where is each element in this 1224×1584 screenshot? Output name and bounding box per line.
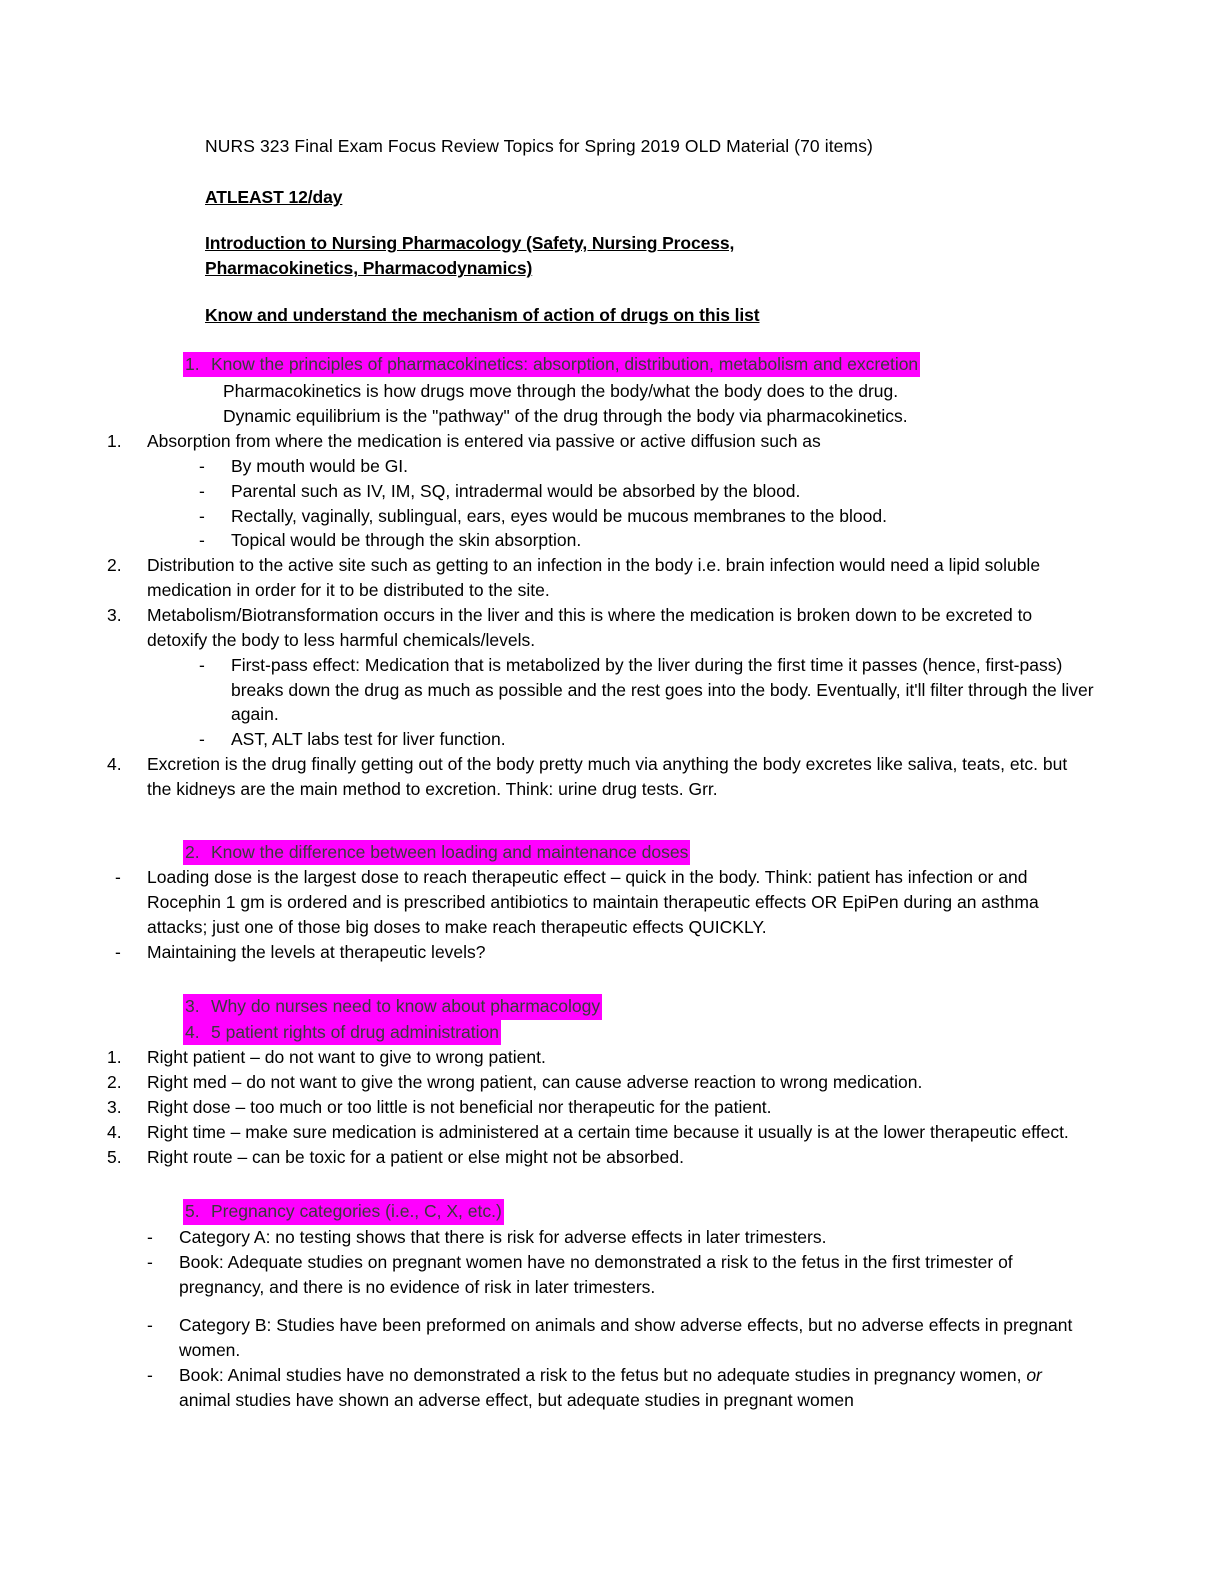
list-marker: 1. [107,431,122,452]
item-1-title: Know the principles of pharmacokinetics: absorption, distribution, metabolism and excretion [211,354,919,374]
list-marker: - [199,480,205,501]
list-marker: - [147,1226,153,1247]
spacer [95,802,1095,840]
item-4-rights-list [95,1045,1095,1169]
item-2-number: 2. [185,841,200,862]
list-item [95,1120,1095,1145]
highlight-item-2 [183,840,1095,865]
list-item [95,1225,1095,1250]
spacer [95,964,1095,994]
list-text: Excretion is the drug finally getting out of the body pretty much via anything the body excretes like saliva, teats, etc. but the kidneys are the main method to excretion. Think: urine drug tests. Grr. [147,754,1068,799]
list-item [95,429,1095,553]
highlight-item-5-text [183,1199,504,1224]
list-text: Parental such as IV, IM, SQ, intradermal would be absorbed by the blood. [231,480,801,501]
list-marker: - [199,455,205,476]
list-item [95,1095,1095,1120]
list-item [147,504,1095,529]
list-text: Right route – can be toxic for a patient or else might not be absorbed. [147,1146,684,1167]
item-1-point-list [95,429,1095,802]
list-text: First-pass effect: Medication that is metabolized by the liver during the first time it passes (hence, first-pass) breaks down the drug as much as possible and the rest goes into the body. Eventually, it'll filter through the liver again. [231,654,1094,725]
list-marker: 4. [107,1121,122,1142]
list-marker: - [147,1251,153,1272]
list-item [147,528,1095,553]
list-item [147,653,1095,728]
highlight-item-3-text [183,994,602,1019]
spacer [95,1299,1095,1313]
list-text: Right patient – do not want to give to wrong patient. [147,1047,546,1068]
list-marker: 3. [107,604,122,625]
list-marker: 2. [107,1072,122,1093]
list-text: AST, ALT labs test for liver function. [231,729,506,750]
highlight-item-1-text [183,352,920,377]
item-5-number: 5. [185,1201,200,1222]
item-1-point-1-sublist [147,454,1095,553]
item-1-intro-line2: Dynamic equilibrium is the "pathway" of the drug through the body via pharmacokinetics. [223,406,908,427]
list-marker: 1. [107,1047,122,1068]
list-item [95,940,1095,965]
list-marker: 3. [107,1096,122,1117]
document-content [95,135,1095,1413]
list-item [95,553,1095,603]
list-marker: - [199,505,205,526]
list-item [95,1045,1095,1070]
highlight-item-4-text [183,1020,501,1045]
list-marker: 2. [107,555,122,576]
list-item [147,479,1095,504]
list-text: Book: Adequate studies on pregnant women have no demonstrated a risk to the fetus in the first trimester of pregnancy, and there is no evidence of risk in later trimesters. [179,1251,1013,1297]
highlight-item-4 [183,1020,1095,1045]
list-marker: - [147,1365,153,1386]
highlight-item-1 [183,352,1095,377]
list-item [95,1070,1095,1095]
item-1-body [95,379,1095,801]
heading-know-mechanism: Know and understand the mechanism of action of drugs on this list [205,305,760,326]
item-1-number: 1. [185,354,200,374]
heading-introduction-line2: Pharmacokinetics, Pharmacodynamics) [205,258,533,279]
item-2-title: Know the difference between loading and maintenance doses [211,841,689,862]
list-text: Absorption from where the medication is entered via passive or active diffusion such as [147,431,821,452]
heading-atleast: ATLEAST 12/day [205,186,343,207]
list-item [95,1145,1095,1170]
page-title: NURS 323 Final Exam Focus Review Topics for Spring 2019 OLD Material (70 items) [205,136,873,156]
list-item [95,603,1095,752]
list-item [95,1250,1095,1300]
list-text: Metabolism/Biotransformation occurs in the liver and this is where the medication is broken down to be excreted to detoxify the body to less harmful chemicals/levels. [147,604,1033,650]
heading-introduction-line1: Introduction to Nursing Pharmacology (Safety, Nursing Process, [205,233,735,254]
list-text: Topical would be through the skin absorption. [231,530,582,551]
list-text: By mouth would be GI. [231,455,409,476]
list-marker: - [115,867,121,888]
list-text: Rectally, vaginally, sublingual, ears, eyes would be mucous membranes to the blood. [231,505,887,526]
list-marker: - [115,941,121,962]
item-5-title: Pregnancy categories (i.e., C, X, etc.) [211,1201,502,1222]
spacer [95,1169,1095,1199]
item-4-title: 5 patient rights of drug administration [211,1021,499,1042]
list-text: Maintaining the levels at therapeutic levels? [147,941,486,962]
list-item [95,1313,1095,1363]
list-text-category-b-book: Book: Animal studies have no demonstrated a risk to the fetus but no adequate studies in pregnancy women, or animal studies have shown an adverse effect, but adequate studies in pregnant women [179,1365,1042,1410]
item-3-title: Why do nurses need to know about pharmacology [211,996,601,1017]
list-marker: - [199,530,205,551]
item-2-list [95,865,1095,964]
list-marker: 5. [107,1146,122,1167]
list-item [95,1363,1095,1413]
highlight-item-5 [183,1199,1095,1224]
list-item [95,752,1095,802]
highlight-item-2-text [183,840,690,865]
highlight-item-3 [183,994,1095,1019]
list-text: Right time – make sure medication is administered at a certain time because it usually is at the lower therapeutic effect. [147,1121,1069,1142]
item-1-intro-line1: Pharmacokinetics is how drugs move through the body/what the body does to the drug. [223,381,899,402]
heading-introduction [205,231,1095,281]
item-1-point-3-sublist [147,653,1095,752]
list-item [147,727,1095,752]
list-text: Distribution to the active site such as getting to an infection in the body i.e. brain infection would need a lipid soluble medication in order for it to be distributed to the site. [147,555,1041,601]
list-item [95,865,1095,940]
list-marker: - [147,1315,153,1336]
item-3-number: 3. [185,996,200,1017]
item-5-category-list-2 [95,1313,1095,1412]
list-marker: - [199,729,205,750]
list-text: Category A: no testing shows that there is risk for adverse effects in later trimesters. [179,1226,827,1247]
list-text: Right dose – too much or too little is not beneficial nor therapeutic for the patient. [147,1096,772,1117]
list-text: Loading dose is the largest dose to reach therapeutic effect – quick in the body. Think: patient has infection or and Rocephin 1 gm is ordered and is prescribed antibiotics to maintain therapeutic effects OR EpiPen during an asthma attacks; just one of those big doses to make reach therapeutic effects QUICKLY. [147,867,1039,937]
list-text: Category B: Studies have been preformed on animals and show adverse effects, but no adverse effects in pregnant women. [179,1315,1073,1361]
list-item [147,454,1095,479]
list-text: Right med – do not want to give the wrong patient, can cause adverse reaction to wrong medication. [147,1072,923,1093]
list-marker: - [199,654,205,675]
item-5-category-list [95,1225,1095,1300]
item-4-number: 4. [185,1021,200,1042]
list-marker: 4. [107,754,122,775]
